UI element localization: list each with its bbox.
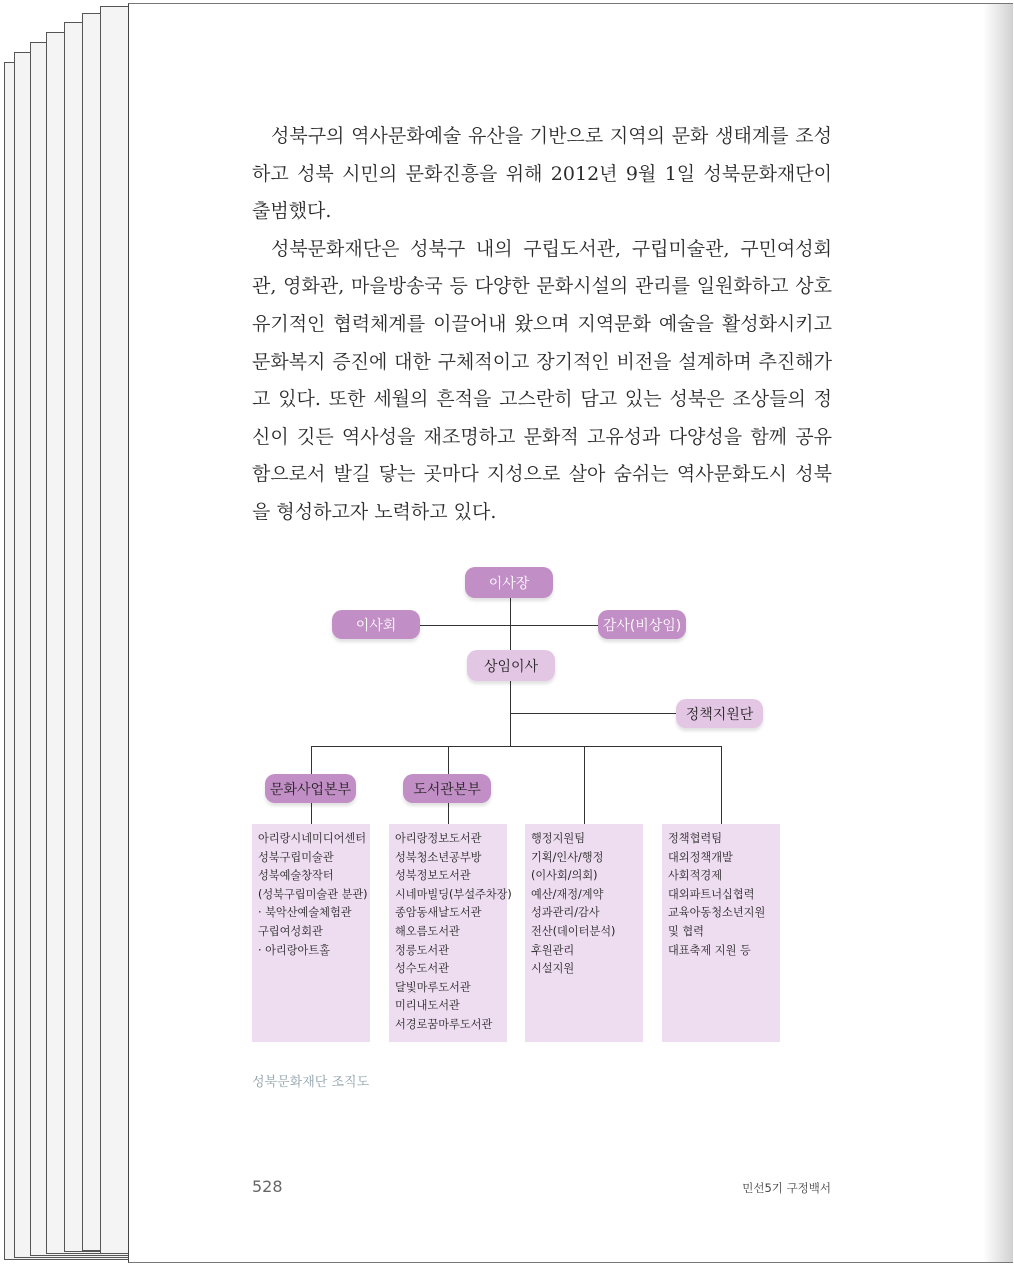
list-item: 성북예술창작터 [258,869,334,883]
list-item: 성북구립미술관 [258,850,334,864]
list-item: 교육아동청소년지원 [668,906,766,920]
node-board: 이사회 [332,610,420,639]
list-item: 성과관리/감사 [531,906,600,920]
node-culture-division: 문화사업본부 [265,774,356,803]
column-admin-support [525,824,643,1042]
list-item: 성북청소년공부방 [395,850,482,864]
list-item: 대표축제 지원 등 [668,943,751,957]
list-item: 아리랑정보도서관 [395,832,482,845]
column-libraries [389,824,512,1042]
connector-horizontal [311,746,722,747]
connector-board-audit [420,625,598,626]
paragraph-2: 성북문화재단은 성북구 내의 구립도서관, 구립미술관, 구민여성회관, 영화관, 마을방송국 등 다양한 문화시설의 관리를 일원화하고 상호 유기적인 협력체계를 이끌어내 왔으며 지역문화 예술을 활성화시키고 문화복지 증진에 대한 구체적이고 장기적인 비전을 설계하며 추진해가고 있다. 또한 세월의 흔적을 고스란히 담고 있는 성북은 조상들의 정신이 깃든 역사성을 재조명하고 문화적 고유성과 다양성을 함께 공유함으로서 발길 닿는 곳마다 지성으로 살아 숨쉬는 역사문화도시 성북을 형성하고자 노력하고 있다. [252,237,832,523]
connector-col2 [448,801,449,824]
column-culture-facilities [252,824,370,1042]
list-item: 미리내도서관 [395,999,460,1013]
list-item: 정릉도서관 [395,943,450,957]
connector-div2 [448,746,449,776]
list-item: 서경로꿈마루도서관 [395,1017,493,1031]
list-item: 성북정보도서관 [395,869,471,883]
list-item: · 아리랑아트홀 [258,943,330,957]
node-policy-support: 정책지원단 [676,699,763,728]
list-item: 사회적경제 [668,869,723,883]
page-shadow [983,4,1013,1262]
list-item: · 북악산예술체험관 [258,906,352,920]
connector-col1 [311,801,312,824]
list-item: 및 협력 [668,924,704,938]
list-item: 달빛마루도서관 [395,980,471,994]
node-chairman: 이사장 [465,567,553,598]
list-item: 행정지원팀 [531,832,586,845]
list-item: 시네마빌딩(부설주차장) [395,887,512,901]
body-text [252,118,832,532]
figure-caption: 성북문화재단 조직도 [252,1075,370,1090]
node-auditor: 감사(비상임) [598,610,686,639]
list-item: 정책협력팀 [668,832,723,845]
list-item: 아리랑시네미디어센터 [258,832,367,845]
list-item: 기획/인사/행정 [531,850,604,864]
column-policy-cooperation [662,824,780,1042]
connector-col4 [721,746,722,824]
running-footer-title: 민선5기 구정백서 [742,1181,831,1195]
node-library-division: 도서관본부 [403,774,491,803]
paragraph-1: 성북구의 역사문화예술 유산을 기반으로 지역의 문화 생태계를 조성하고 성북 시민의 문화진흥을 위해 2012년 9월 1일 성북문화재단이 출범했다. [252,125,832,223]
list-item: 대외파트너십협력 [668,887,755,901]
list-item: 종암동새날도서관 [395,906,482,920]
connector-policy [510,713,678,714]
list-item: 대외정책개발 [668,850,733,864]
page-number: 528 [252,1177,283,1196]
list-item: 후원관리 [531,943,575,957]
list-item: 전산(데이터분석) [531,924,616,938]
node-executive: 상임이사 [467,650,555,681]
list-item: 구립여성회관 [258,924,323,938]
page-stack-edges [0,0,132,1264]
list-item: (성북구립미술관 분관) [258,887,368,901]
connector-col3 [584,746,585,824]
connector-div1 [311,746,312,776]
list-item: 시설지원 [531,962,575,976]
list-item: 성수도서관 [395,962,450,976]
list-item: 예산/재정/계약 [531,887,604,901]
list-item: (이사회/의회) [531,869,598,883]
list-item: 해오름도서관 [395,924,460,938]
